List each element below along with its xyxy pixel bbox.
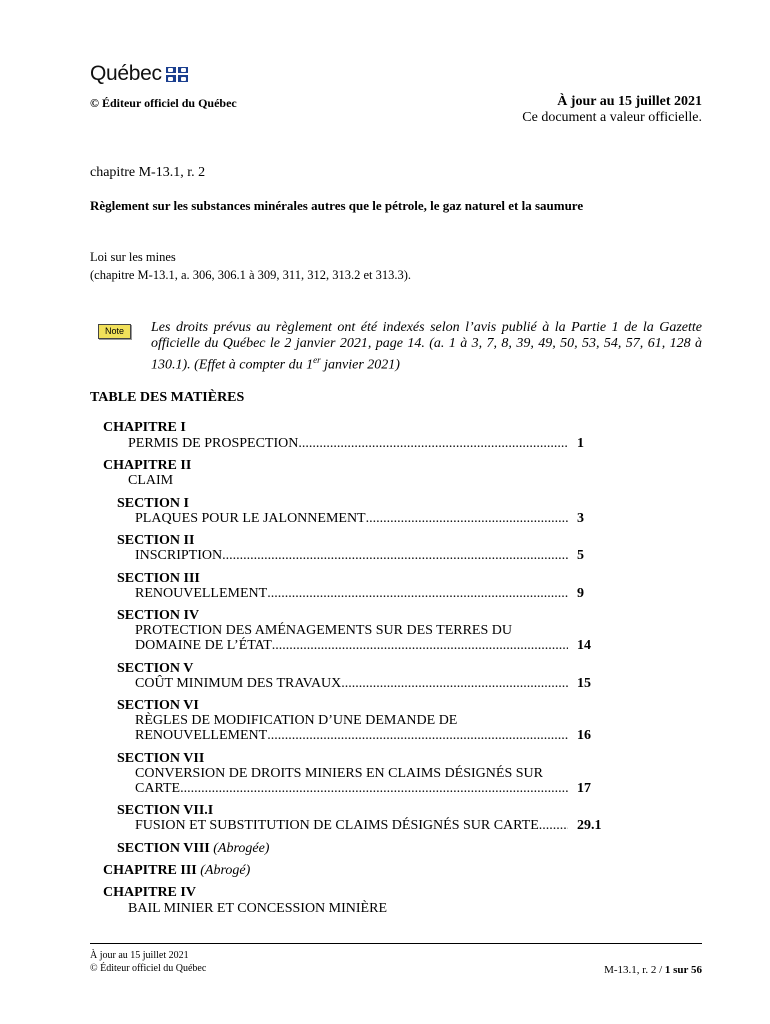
toc-chapter-heading: CHAPITRE II: [103, 458, 192, 473]
toc-section-heading: SECTION III: [117, 571, 200, 586]
toc-page-number: 17: [577, 781, 591, 796]
repealed-note: (Abrogé): [200, 863, 251, 878]
toc-chapter-heading: CHAPITRE IV: [103, 885, 196, 900]
logo-wordmark: Québec: [90, 62, 162, 85]
toc-section-heading: SECTION VIII (Abrogée): [117, 841, 270, 856]
enabling-law: [90, 248, 411, 284]
toc-chapter-subtitle: CLAIM: [128, 473, 174, 488]
toc-section-heading: SECTION VII: [117, 751, 205, 766]
chapter-reference: chapitre M-13.1, r. 2: [90, 165, 206, 180]
official-notice: Ce document a valeur officielle.: [522, 110, 702, 125]
toc-page-number: 5: [577, 548, 584, 563]
toc-entry-link[interactable]: DOMAINE DE L’ÉTAT .....: [135, 638, 568, 654]
toc-chapter-heading: CHAPITRE I: [103, 420, 186, 435]
toc-entry-link[interactable]: INSCRIPTION .....: [135, 548, 568, 564]
footer-page-info: M-13.1, r. 2 / 1 sur 56: [604, 964, 702, 976]
toc-entry-link[interactable]: RENOUVELLEMENT .....: [135, 586, 568, 602]
toc-page-number: 1: [577, 436, 584, 451]
toc-section-heading: SECTION IV: [117, 608, 200, 623]
toc-section-heading: SECTION VII.I: [117, 803, 214, 818]
law-name: Loi sur les mines: [90, 250, 176, 264]
footer-publisher: © Éditeur officiel du Québec: [90, 963, 207, 974]
fleurdelise-flag-icon: [166, 67, 188, 82]
toc-entry-link[interactable]: PLAQUES POUR LE JALONNEMENT .....: [135, 511, 568, 527]
repealed-note: (Abrogée): [213, 841, 270, 856]
toc-page-number: 14: [577, 638, 591, 653]
note-text: Les droits prévus au règlement ont été indexés selon l’avis publié à la Partie 1 de la Gazette officielle du Québec le 2 janvier 2021, page 14. (a. 1 à 3, 7, 8, 39, 49, 50, 53, 54, 57, 61, 128 à 130.1). (Effet à compter du 1er janvier 2021): [151, 320, 702, 373]
footer-divider: [90, 943, 702, 944]
toc-entry-line[interactable]: PROTECTION DES AMÉNAGEMENTS SUR DES TERRES DU: [135, 623, 512, 638]
toc-section-heading: SECTION II: [117, 533, 195, 548]
page-counter: 1 sur 56: [664, 964, 702, 976]
quebec-logo: [90, 62, 188, 86]
toc-entry-link[interactable]: RENOUVELLEMENT .....: [135, 728, 568, 744]
toc-entry-link[interactable]: PERMIS DE PROSPECTION .....: [128, 436, 568, 452]
document-status: [522, 94, 702, 126]
toc-page-number: 29.1: [577, 818, 602, 833]
toc-entry-link[interactable]: CARTE .....: [135, 781, 568, 797]
toc-entry-link[interactable]: FUSION ET SUBSTITUTION DE CLAIMS DÉSIGNÉS SUR CARTE .....: [135, 818, 568, 834]
note-icon[interactable]: Note: [98, 324, 131, 339]
regulation-title: Règlement sur les substances minérales autres que le pétrole, le gaz naturel et la saumure: [90, 198, 584, 213]
toc-section-heading: SECTION I: [117, 496, 189, 511]
updated-date: À jour au 15 juillet 2021: [557, 94, 702, 109]
toc-section-heading: SECTION VI: [117, 698, 199, 713]
law-articles: (chapitre M-13.1, a. 306, 306.1 à 309, 311, 312, 313.2 et 313.3).: [90, 268, 412, 282]
toc-entry-link[interactable]: COÛT MINIMUM DES TRAVAUX .....: [135, 676, 568, 692]
toc-page-number: 15: [577, 676, 591, 691]
toc-page-number: 16: [577, 728, 591, 743]
footer-left: [90, 949, 206, 975]
toc-entry-line[interactable]: CONVERSION DE DROITS MINIERS EN CLAIMS DÉSIGNÉS SUR: [135, 766, 543, 781]
toc-section-heading: SECTION V: [117, 661, 194, 676]
footer-updated: À jour au 15 juillet 2021: [90, 950, 189, 961]
toc-chapter-heading: CHAPITRE III (Abrogé): [103, 863, 251, 878]
toc-entry-line[interactable]: RÈGLES DE MODIFICATION D’UNE DEMANDE DE: [135, 713, 458, 728]
toc-page-number: 3: [577, 511, 584, 526]
toc-title: TABLE DES MATIÈRES: [90, 390, 245, 405]
publisher-label: © Éditeur officiel du Québec: [90, 96, 237, 110]
toc-chapter-subtitle: BAIL MINIER ET CONCESSION MINIÈRE: [128, 901, 387, 916]
toc-page-number: 9: [577, 586, 584, 601]
